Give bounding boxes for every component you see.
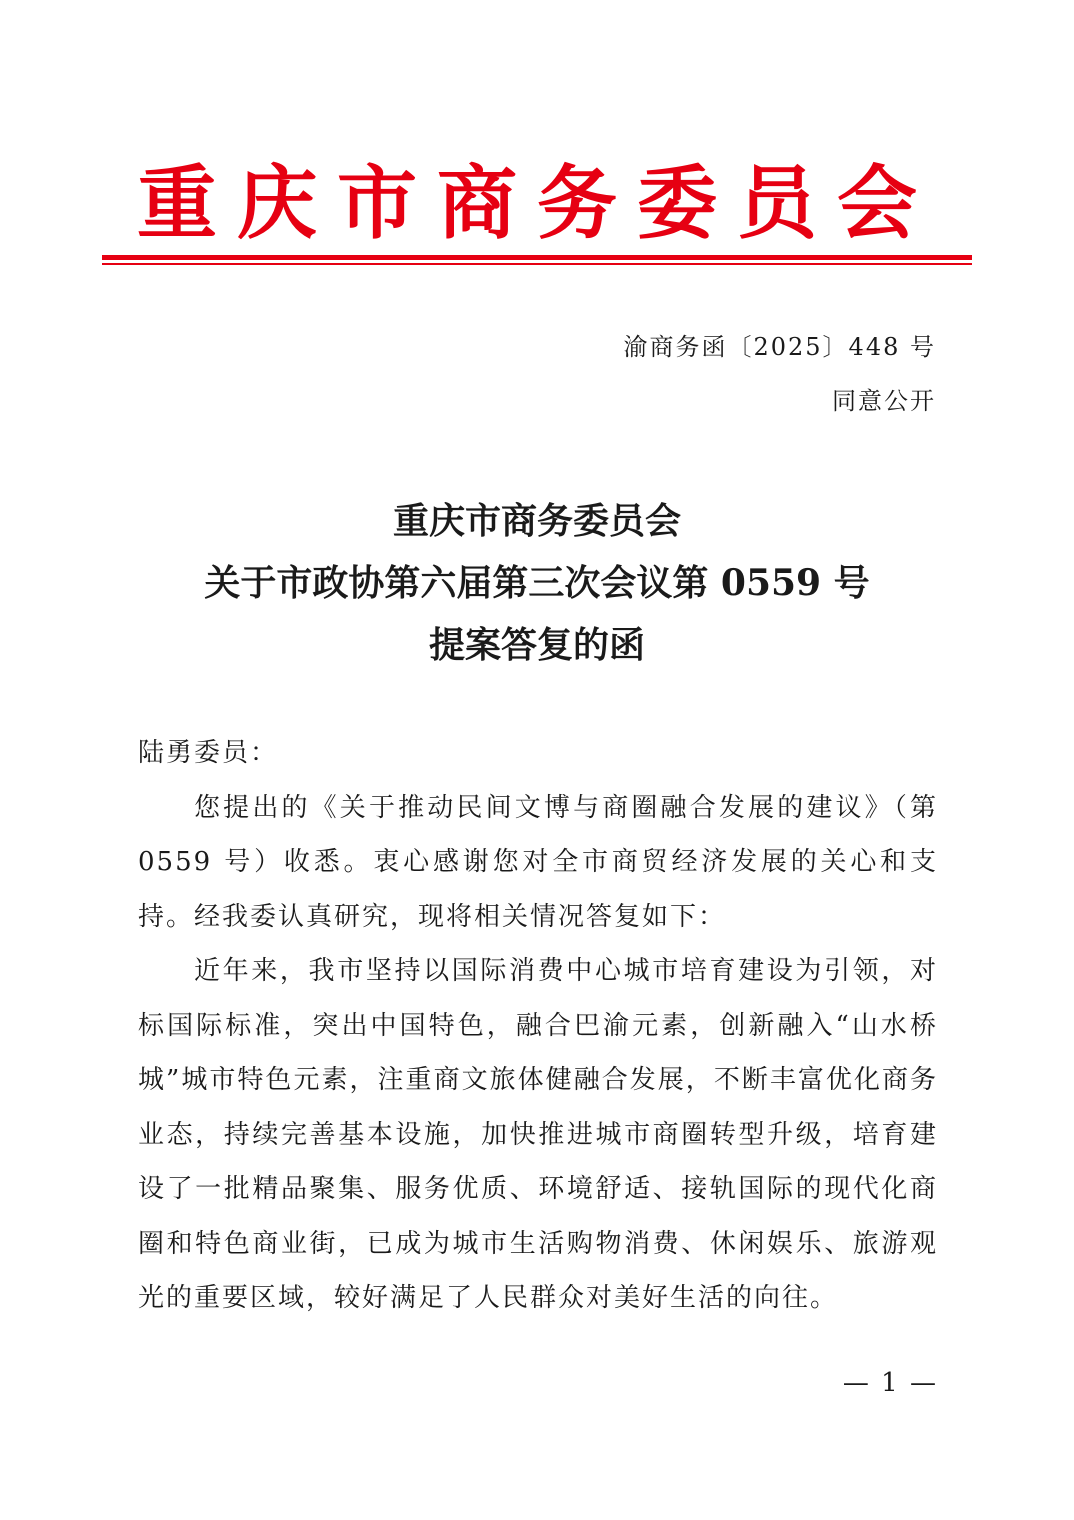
document-number: 渝商务函〔2025〕448 号 [623,333,936,361]
title-line-1: 重庆市商务委员会 [392,500,681,542]
salutation: 陆勇委员： [138,738,279,768]
document-title [102,490,972,676]
document-meta [623,320,936,428]
page-number: — 1 — [842,1368,938,1398]
header-divider-thick [102,255,972,260]
org-masthead: 重庆市商务委员会 [137,156,937,250]
title-line-3: 提案答复的函 [428,624,645,666]
body-paragraph-1: 您提出的《关于推动民间文博与商圈融合发展的建议》（第 0559 号）收悉。衷心感谢您对全市商贸经济发展的关心和支持。经我委认真研究，现将相关情况答复如下： [138,792,938,932]
title-line-2: 关于市政协第六届第三次会议第 0559 号 [204,562,870,604]
document-body [138,726,938,1326]
disclosure-status: 同意公开 [832,387,936,415]
body-paragraph-2: 近年来，我市坚持以国际消费中心城市培育建设为引领，对标国际标准，突出中国特色，融合巴渝元素，创新融入“山水桥城”城市特色元素，注重商文旅体健融合发展，不断丰富优化商务业态，持续完善基本设施，加快推进城市商圈转型升级，培育建设了一批精品聚集、服务优质、环境舒适、接轨国际的现代化商圈和特色商业街，已成为城市生活购物消费、休闲娱乐、旅游观光的重要区域，较好满足了人民群众对美好生活的向往。 [138,956,938,1313]
header-divider-thin [102,263,972,265]
